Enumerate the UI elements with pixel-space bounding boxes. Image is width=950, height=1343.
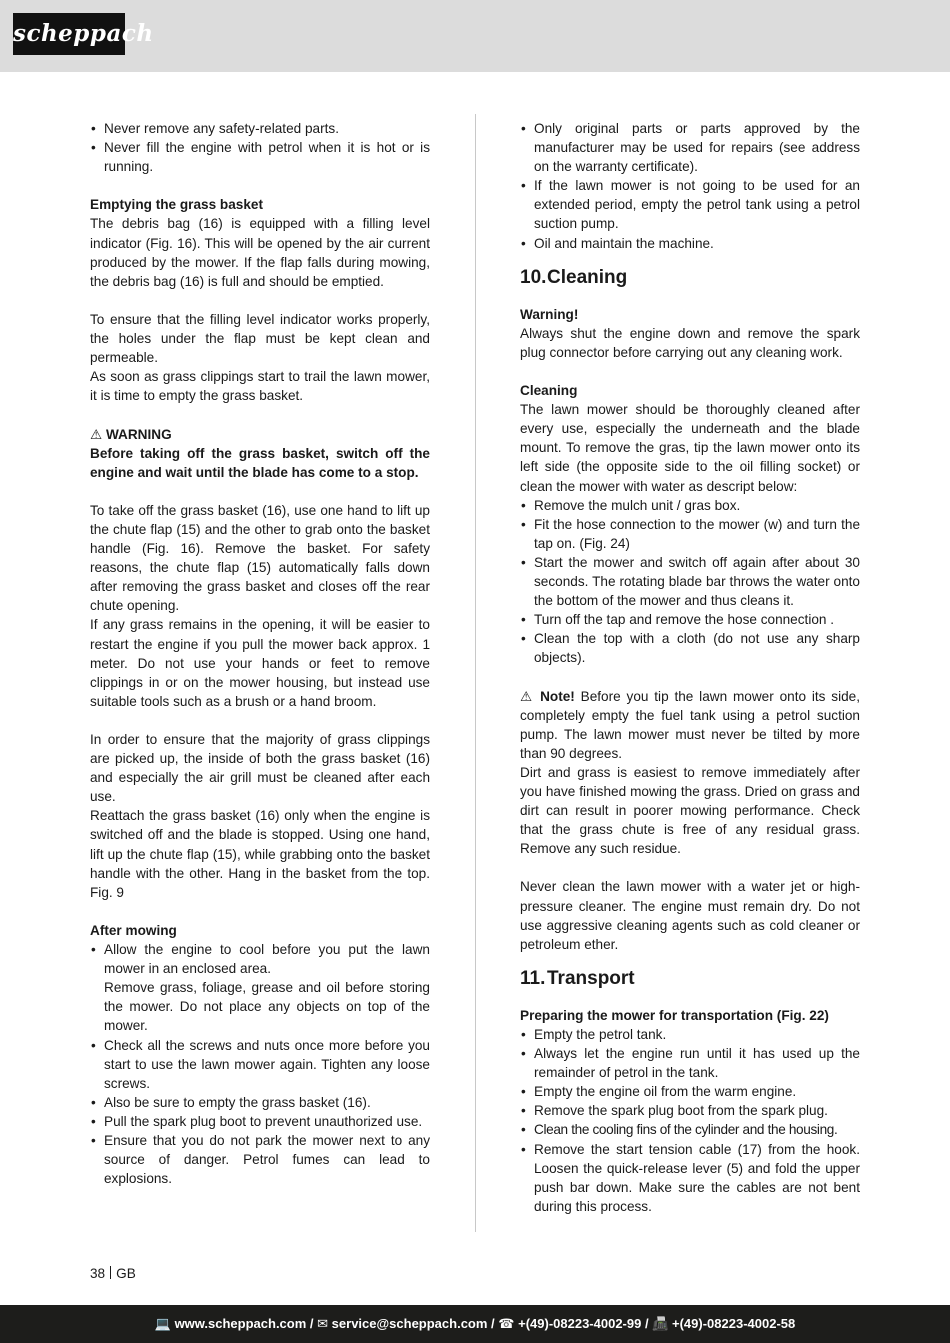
section-title-text: Cleaning	[547, 266, 628, 288]
email-link[interactable]: service@scheppach.com	[331, 1316, 488, 1331]
note-paragraph	[520, 687, 860, 763]
warning-label: WARNING	[105, 426, 172, 442]
list-item: • Turn off the tap and remove the hose connection .	[520, 610, 860, 629]
paragraph: Dirt and grass is easiest to remove immediately after you have finished mowing the grass. Dried on grass and dirt can result in poorer mowing performance. Check that the grass chute is free of any residual grass. Remove any such residue.	[520, 764, 860, 857]
list-item	[90, 940, 430, 1035]
warning-text: Before taking off the grass basket, switch off the engine and wait until the blade has come to a stop.	[90, 445, 430, 480]
mail-icon: ✉	[317, 1316, 329, 1331]
warning-label-line	[90, 425, 430, 444]
list-item-text: Allow the engine to cool before you put the lawn mower in an enclosed area.	[104, 942, 430, 977]
column-divider	[475, 114, 476, 1232]
paragraph: As soon as grass clippings start to trail the lawn mower, it is time to empty the grass basket.	[90, 369, 430, 404]
section-title-cleaning	[520, 266, 860, 290]
list-item: • Empty the engine oil from the warm engine.	[520, 1082, 860, 1101]
footer-bar: 💻 www.scheppach.com / ✉ service@scheppach.com / ☎ +(49)-08223-4002-99 / 📠 +(49)-08223-4002-58	[0, 1305, 950, 1343]
list-item: • Never remove any safety-related parts.	[90, 119, 430, 138]
after-mowing-list	[90, 940, 430, 1188]
paragraph: The debris bag (16) is equipped with a filling level indicator (Fig. 16). This will be opened by the air current produced by the mower. If the flap falls during mowing, the debris bag (16) is full and should be emptied.	[90, 216, 430, 289]
phone-number: +(49)-08223-4002-99	[518, 1316, 642, 1331]
right-column	[520, 119, 860, 1216]
computer-icon: 💻	[154, 1316, 171, 1331]
cleaning-heading: Cleaning	[520, 383, 578, 399]
warning-icon: ⚠	[90, 426, 103, 442]
intro-bullet-list	[90, 119, 430, 176]
page-language: GB	[116, 1266, 136, 1281]
list-item: • Fit the hose connection to the mower (w) and turn the tap on. (Fig. 24)	[520, 515, 860, 553]
list-item-continuation: Remove grass, foliage, grease and oil before storing the mower. Do not place any objects on top of the mower.	[104, 980, 430, 1034]
list-item: • Always let the engine run until it has used up the remainder of petrol in the tank.	[520, 1044, 860, 1082]
list-item: • Start the mower and switch off again after about 30 seconds. The rotating blade bar throws the water onto the bottom of the mower and thus cleans it.	[520, 553, 860, 610]
fax-icon: 📠	[652, 1316, 669, 1331]
emptying-heading: Emptying the grass basket	[90, 197, 263, 213]
section-number: 10.	[520, 266, 547, 288]
intro-bullet-list	[520, 119, 860, 253]
page-number	[90, 1264, 136, 1283]
list-item: • Also be sure to empty the grass basket (16).	[90, 1093, 430, 1112]
transport-steps-list	[520, 1025, 860, 1216]
list-item: • Clean the top with a cloth (do not use any sharp objects).	[520, 629, 860, 667]
paragraph: Reattach the grass basket (16) only when the engine is switched off and the blade is stopped. Using one hand, lift up the chute flap (15), while grabbing onto the basket handle with the other. Hang in the basket from the top. Fig. 9	[90, 808, 430, 900]
list-item: • Remove the start tension cable (17) from the hook. Loosen the quick-release lever (5) and fold the upper push bar down. Make sure the cables are not bent during this process.	[520, 1140, 860, 1216]
list-item: • If the lawn mower is not going to be used for an extended period, empty the petrol tank using a petrol suction pump.	[520, 176, 860, 233]
website-link[interactable]: www.scheppach.com	[174, 1316, 307, 1331]
list-item: • Empty the petrol tank.	[520, 1025, 860, 1044]
paragraph: The lawn mower should be thoroughly cleaned after every use, especially the underneath and the blade mount. To remove the gras, tip the lawn mower onto its left side (the opposite side to the oil filling socket) or clean the mower with water as descript below:	[520, 402, 860, 494]
transport-heading: Preparing the mower for transportation (Fig. 22)	[520, 1007, 829, 1023]
scheppach-logo: scheppach	[13, 13, 125, 55]
list-item: • Remove the spark plug boot from the spark plug.	[520, 1101, 860, 1120]
paragraph: To take off the grass basket (16), use one hand to lift up the chute flap (15) and the other to grab onto the basket handle (Fig. 16). Remove the basket. For safety reasons, the chute flap (15) automatically falls down after removing the grass basket and closes off the rear chute opening.	[90, 502, 430, 614]
paragraph: To ensure that the filling level indicator works properly, the holes under the flap must be kept clean and permeable.	[90, 311, 430, 366]
cleaning-warning-heading: Warning!	[520, 306, 579, 322]
section-number: 11.	[520, 967, 546, 989]
paragraph: In order to ensure that the majority of grass clippings are picked up, the inside of both the grass basket (16) and especially the air grill must be cleaned after each use.	[90, 732, 430, 805]
page-number-separator	[110, 1266, 111, 1279]
left-column	[90, 119, 430, 1188]
section-title-text: Transport	[547, 967, 635, 989]
note-label: Note!	[540, 688, 575, 704]
list-item: • Pull the spark plug boot to prevent unauthorized use.	[90, 1112, 430, 1131]
list-item: • Only original parts or parts approved by the manufacturer may be used for repairs (see address on the warranty certificate).	[520, 119, 860, 176]
fax-number: +(49)-08223-4002-58	[672, 1316, 796, 1331]
list-item: • Ensure that you do not park the mower next to any source of danger. Petrol fumes can lead to explosions.	[90, 1131, 430, 1188]
page-number-value: 38	[90, 1266, 106, 1281]
paragraph: If any grass remains in the opening, it will be easier to restart the engine if you pull the mower back approx. 1 meter. Do not use your hands or feet to remove clippings in or on the mower housing, but instead use suitable tools such as a brush or a hand broom.	[90, 617, 430, 709]
list-item: • Clean the cooling fins of the cylinder and the housing.	[520, 1120, 860, 1139]
paragraph: Always shut the engine down and remove the spark plug connector before carrying out any cleaning work.	[520, 325, 860, 360]
header-bar	[0, 0, 950, 72]
warning-icon: ⚠	[520, 688, 535, 704]
section-title-transport	[520, 967, 860, 991]
phone-icon: ☎	[498, 1316, 515, 1331]
list-item: • Check all the screws and nuts once more before you start to use the lawn mower again. Tighten any loose screws.	[90, 1036, 430, 1093]
after-mowing-heading: After mowing	[90, 922, 177, 938]
list-item: • Remove the mulch unit / gras box.	[520, 496, 860, 515]
paragraph: Never clean the lawn mower with a water jet or high-pressure cleaner. The engine must remain dry. Do not use aggressive cleaning agents such as cold cleaner or petroleum ether.	[520, 879, 860, 952]
list-item: • Oil and maintain the machine.	[520, 234, 860, 253]
note-text: Before you tip the lawn mower onto its side, completely empty the fuel tank using a petrol suction pump. The lawn mower must never be tilted by more than 90 degrees.	[520, 688, 860, 761]
list-item: • Never fill the engine with petrol when it is hot or is running.	[90, 138, 430, 176]
cleaning-steps-list	[520, 496, 860, 668]
